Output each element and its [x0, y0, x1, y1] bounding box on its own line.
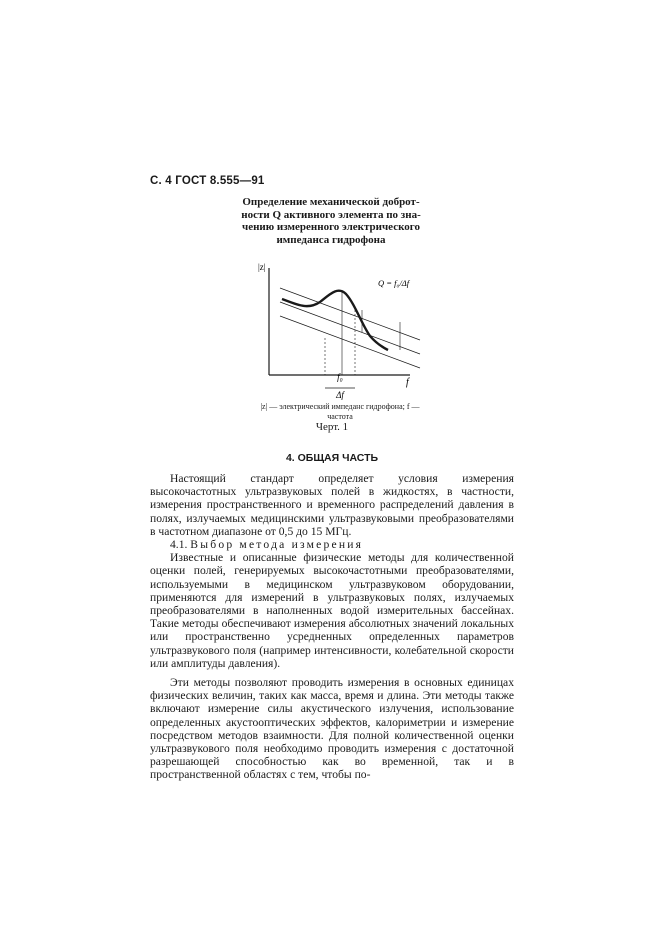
paragraph: Эти методы позволяют проводить измерения в основных единицах физических величин, таких как масса, время и длина. Эти методы также включают измерение силы акустического излучения, использование определенных акустооптических эффектов, калориметрии и измерение посредством методов взаимности. Для полной количественной оценки ультразвукового поля необходимо проводить измерения с достаточной разрешающей способностью как во временной, так и в пространственной областях с тем, чтобы по-: [150, 676, 514, 782]
impedance-curve: [282, 291, 388, 350]
impedance-diagram: [250, 250, 430, 410]
caption-line: импеданса гидрофона: [276, 233, 386, 246]
body-text: [150, 472, 514, 782]
guide-line: [280, 316, 420, 368]
figure-caption: [226, 196, 436, 246]
figure-note: |z| — электрический импеданс гидрофона; f — частота: [260, 402, 420, 421]
delta-label: Δf: [336, 390, 344, 400]
paragraph: Известные и описанные физические методы для количественной оценки полей, генерируемых высокочастотными преобразователями, используемыми в медицинском ультразвуковом оборудовании, применяются для измерений в ультразвуковых полях, излучаемых преобразователями в наполненных водой измерительных бассейнах. Такие методы обеспечивают измерения абсолютных значений локальных или пространственно усредненных определенных параметров ультразвукового поля (например интенсивности, колебательной скорости или амплитуды давления).: [150, 551, 514, 670]
guide-line: [280, 302, 420, 354]
section-title: 4. ОБЩАЯ ЧАСТЬ: [285, 452, 379, 464]
page-header: С. 4 ГОСТ 8.555—91: [150, 175, 265, 187]
x-axis-label: f: [406, 377, 409, 388]
paragraph: Настоящий стандарт определяет условия измерения высокочастотных ультразвуковых полей в жидкостях, в частности, измерения пространственного и временного распределений давления в полях, излучаемых медицинскими ультразвуковыми преобразователями в частотном диапазоне от 0,5 до 15 МГц.: [150, 472, 514, 538]
q-formula: Q = f₀/Δf: [378, 278, 410, 288]
subsection-number: 4.1.: [170, 538, 188, 552]
caption-line: чению измеренного электрического: [242, 221, 420, 233]
f0-label: f₀: [337, 372, 343, 382]
y-axis-label: |z|: [258, 262, 266, 272]
caption-line: ности Q активного элемента по зна-: [241, 208, 421, 221]
subsection-heading: [150, 538, 514, 551]
impedance-figure: [250, 250, 430, 410]
figure-label: Черт. 1: [315, 421, 349, 433]
caption-line: Определение механической доброт-: [242, 196, 420, 208]
subsection-title: Выбор метода измерения: [190, 538, 364, 552]
guide-line: [280, 288, 420, 340]
